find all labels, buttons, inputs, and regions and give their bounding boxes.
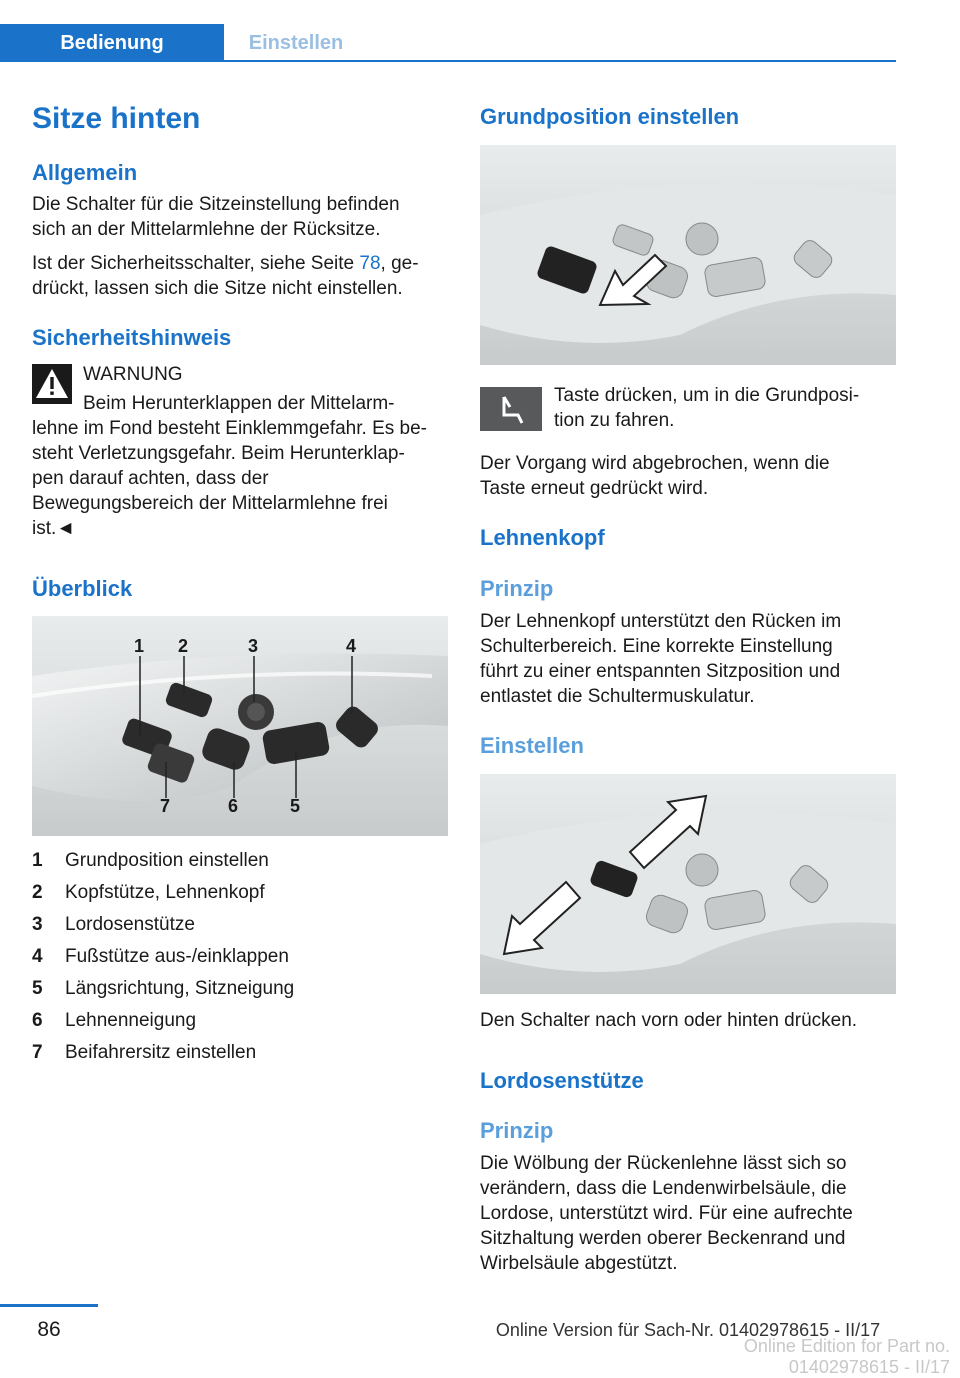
footer-divider xyxy=(0,1304,98,1307)
text-line: lehne im Fond besteht Einklemmgefahr. Es be- xyxy=(32,418,427,439)
grundposition-image xyxy=(480,145,896,365)
seat-panel-illustration xyxy=(480,774,896,994)
figure-label: 1 xyxy=(134,636,145,656)
heading-lehnenkopf: Lehnenkopf xyxy=(480,525,605,550)
legend-item xyxy=(32,845,448,877)
legend-text: Grundposition einstellen xyxy=(65,850,269,871)
text-line: Der Vorgang wird abgebrochen, wenn die xyxy=(480,453,830,474)
legend-text: Fußstütze aus-/einklappen xyxy=(65,946,289,967)
warning-icon xyxy=(32,364,72,404)
text-line: sich an der Mittelarmlehne der Rücksitze. xyxy=(32,219,381,240)
text-line: Die Schalter für die Sitzeinstellung befinden xyxy=(32,194,400,215)
page-link-78[interactable]: 78 xyxy=(359,253,381,274)
heading-ueberblick: Überblick xyxy=(32,576,133,601)
seat-reset-icon xyxy=(480,387,542,431)
online-version: Online Version für Sach-Nr. 01402978615 - II/17 xyxy=(495,1320,881,1340)
text-line: steht Verletzungsgefahr. Beim Herunterklap- xyxy=(32,443,405,464)
text-fragment: , ge- xyxy=(380,253,419,274)
seat-switch-overview-image xyxy=(32,616,448,836)
figure-label: 7 xyxy=(160,796,171,816)
legend-text: Lehnenneigung xyxy=(65,1010,197,1031)
lehnenkopf-image xyxy=(480,774,896,994)
seat-icon xyxy=(480,387,542,431)
legend-item xyxy=(32,941,448,973)
legend-number: 5 xyxy=(32,978,43,999)
text-line: verändern, dass die Lendenwirbelsäule, die xyxy=(480,1178,847,1199)
figure-label: 6 xyxy=(228,796,239,816)
figure-legend xyxy=(32,845,448,1069)
legend-text: Lordosenstütze xyxy=(65,914,195,935)
tab-einstellen[interactable]: Einstellen xyxy=(248,31,344,54)
text-line: Bewegungsbereich der Mittelarmlehne frei xyxy=(32,493,388,514)
page-title: Sitze hinten xyxy=(32,102,201,135)
legend-number: 4 xyxy=(32,946,43,967)
text-line: Sitzhaltung werden oberer Beckenrand und xyxy=(480,1228,846,1249)
warning-label: WARNUNG xyxy=(83,364,183,385)
legend-text: Längsrichtung, Sitzneigung xyxy=(65,978,295,999)
header-tabs xyxy=(0,0,960,62)
legend-item xyxy=(32,973,448,1005)
legend-item xyxy=(32,1005,448,1037)
heading-prinzip: Prinzip xyxy=(480,576,554,601)
text-fragment: Ist der Sicherheitsschalter, siehe Seite xyxy=(32,253,360,274)
text-line xyxy=(32,251,419,276)
text-line: führt zu einer entspannten Sitzposition und xyxy=(480,661,841,682)
text-line: pen darauf achten, dass der xyxy=(32,468,269,489)
heading-allgemein: Allgemein xyxy=(32,160,138,185)
page-number: 86 xyxy=(37,1318,61,1341)
legend-number: 7 xyxy=(32,1042,43,1063)
text-line: ist.◄ xyxy=(32,518,76,539)
figure-label: 5 xyxy=(290,796,301,816)
heading-prinzip: Prinzip xyxy=(480,1118,554,1143)
legend-item xyxy=(32,877,448,909)
figure-label: 2 xyxy=(178,636,189,656)
header-divider xyxy=(224,60,896,62)
text-line: entlastet die Schultermuskulatur. xyxy=(480,686,755,707)
figure-label: 3 xyxy=(248,636,259,656)
text-line: drückt, lassen sich die Sitze nicht einstellen. xyxy=(32,278,403,299)
heading-sicherheitshinweis: Sicherheitshinweis xyxy=(32,325,232,350)
legend-number: 6 xyxy=(32,1010,43,1031)
figure-label: 4 xyxy=(346,636,357,656)
text-line: Taste erneut gedrückt wird. xyxy=(480,478,709,499)
seat-panel-illustration xyxy=(480,145,896,365)
text-line: Wirbelsäule abgestützt. xyxy=(480,1253,678,1274)
text-line: Der Lehnenkopf unterstützt den Rücken im xyxy=(480,611,842,632)
legend-number: 3 xyxy=(32,914,43,935)
text-line: Die Wölbung der Rückenlehne lässt sich so xyxy=(480,1153,847,1174)
text-line: Schulterbereich. Eine korrekte Einstellung xyxy=(480,636,833,657)
heading-einstellen: Einstellen xyxy=(480,733,584,758)
legend-item xyxy=(32,1037,448,1069)
text-line: tion zu fahren. xyxy=(554,410,675,431)
watermark: Online Edition for Part no. 01402978615 - II/17 xyxy=(743,1336,950,1377)
seat-panel-illustration xyxy=(32,616,448,836)
text-line: Beim Herunterklappen der Mittelarm- xyxy=(83,393,395,414)
legend-number: 2 xyxy=(32,882,43,903)
legend-number: 1 xyxy=(32,850,43,871)
heading-grundposition: Grundposition einstellen xyxy=(480,104,740,129)
legend-text: Kopfstütze, Lehnenkopf xyxy=(65,882,265,903)
legend-item xyxy=(32,909,448,941)
heading-lordosenstuetze: Lordosenstütze xyxy=(480,1068,644,1093)
legend-text: Beifahrersitz einstellen xyxy=(65,1042,257,1063)
text-line: Taste drücken, um in die Grundposi- xyxy=(554,385,860,406)
tab-bedienung[interactable]: Bedienung xyxy=(0,24,224,62)
text-line: Lordose, unterstützt wird. Für eine aufrechte xyxy=(480,1203,853,1224)
text-line: Den Schalter nach vorn oder hinten drücken. xyxy=(480,1010,858,1031)
